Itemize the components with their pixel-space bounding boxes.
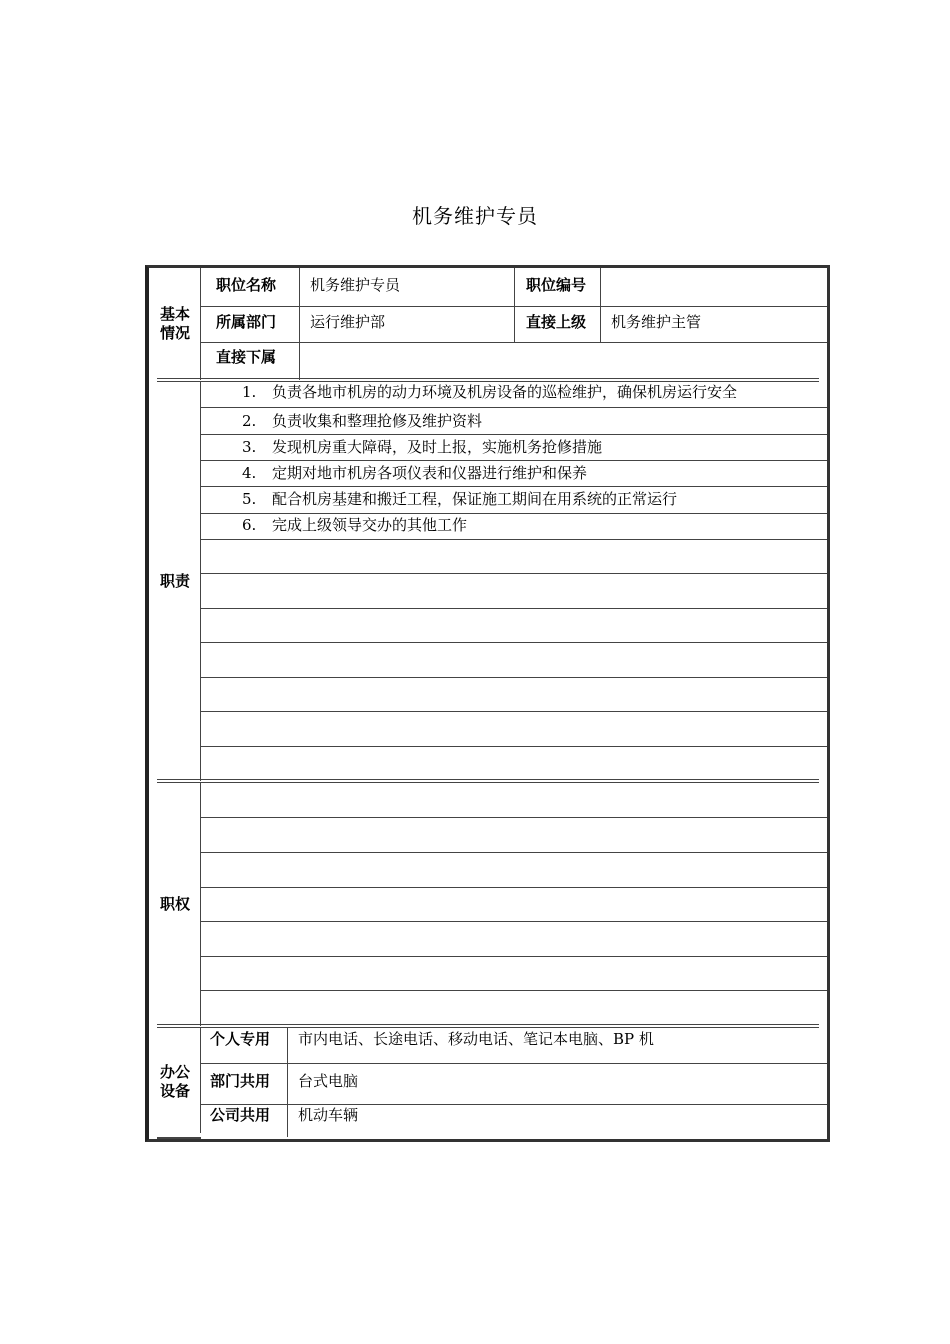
divider [157, 1137, 201, 1139]
divider [299, 268, 300, 380]
divider [287, 1027, 288, 1137]
duty-number: 4. [242, 464, 257, 482]
equipment-label: 部门共用 [210, 1072, 271, 1090]
duty-item [242, 463, 587, 483]
position-name-label: 职位名称 [216, 276, 277, 294]
duty-number: 1. [242, 383, 257, 401]
duty-number: 6. [242, 516, 257, 534]
divider [200, 460, 827, 461]
divider [200, 434, 827, 435]
duty-item [242, 489, 677, 509]
divider [200, 887, 827, 888]
divider [200, 306, 827, 307]
duty-item [242, 515, 467, 535]
section-divider [157, 378, 819, 379]
duty-text: 负责各地市机房的动力环境及机房设备的巡检维护，确保机房运行安全 [272, 383, 738, 401]
section-divider [157, 1027, 819, 1028]
section-label-duties [149, 381, 201, 781]
divider [200, 852, 827, 853]
equipment-value: 市内电话、长途电话、移动电话、笔记本电脑、BP 机 [298, 1030, 654, 1048]
duty-text: 发现机房重大障碍，及时上报，实施机务抢修措施 [272, 438, 603, 456]
divider [600, 268, 601, 342]
divider [200, 921, 827, 922]
divider [200, 711, 827, 712]
divider [200, 539, 827, 540]
duty-item [242, 382, 737, 402]
basic-section-text: 基本情况 [159, 305, 190, 342]
divider [200, 486, 827, 487]
duties-section-text: 职责 [159, 571, 190, 590]
divider [200, 746, 827, 747]
duty-text: 定期对地市机房各项仪表和仪器进行维护和保养 [272, 464, 588, 482]
section-divider [157, 782, 819, 783]
department-label: 所属部门 [216, 313, 277, 331]
divider [200, 1104, 827, 1105]
divider [200, 381, 201, 781]
equipment-label: 个人专用 [210, 1030, 271, 1048]
superior-label: 直接上级 [526, 313, 587, 331]
authority-section-text: 职权 [159, 894, 190, 913]
divider [200, 342, 827, 343]
divider [200, 677, 827, 678]
section-label-equipment [149, 1027, 201, 1137]
duty-number: 2. [242, 412, 257, 430]
duty-text: 完成上级领导交办的其他工作 [272, 516, 468, 534]
divider [200, 407, 827, 408]
subordinate-label: 直接下属 [216, 348, 277, 366]
divider [200, 956, 827, 957]
duty-item [242, 411, 482, 431]
page-title: 机务维护专员 [412, 204, 538, 228]
equipment-label: 公司共用 [210, 1106, 271, 1124]
divider [200, 1027, 201, 1133]
superior-value: 机务维护主管 [611, 313, 702, 331]
divider [200, 513, 827, 514]
divider [200, 1063, 827, 1064]
section-label-basic [149, 268, 201, 380]
section-divider [157, 1024, 819, 1025]
divider [200, 573, 827, 574]
equipment-value: 机动车辆 [298, 1106, 359, 1124]
duty-number: 3. [242, 438, 257, 456]
position-no-label: 职位编号 [526, 276, 587, 294]
divider [200, 642, 827, 643]
divider [514, 268, 515, 342]
divider [200, 608, 827, 609]
divider [200, 268, 201, 380]
equipment-section-text: 办公设备 [159, 1063, 190, 1100]
department-value: 运行维护部 [310, 313, 386, 331]
duty-item [242, 437, 602, 457]
divider [200, 990, 827, 991]
divider [200, 817, 827, 818]
duty-number: 5. [242, 490, 257, 508]
duty-text: 负责收集和整理抢修及维护资料 [272, 412, 483, 430]
position-name-value: 机务维护专员 [310, 276, 401, 294]
section-divider [157, 779, 819, 780]
equipment-value: 台式电脑 [298, 1072, 359, 1090]
duty-text: 配合机房基建和搬迁工程，保证施工期间在用系统的正常运行 [272, 490, 678, 508]
section-label-authority [149, 782, 201, 1026]
job-description-table [145, 265, 830, 1142]
